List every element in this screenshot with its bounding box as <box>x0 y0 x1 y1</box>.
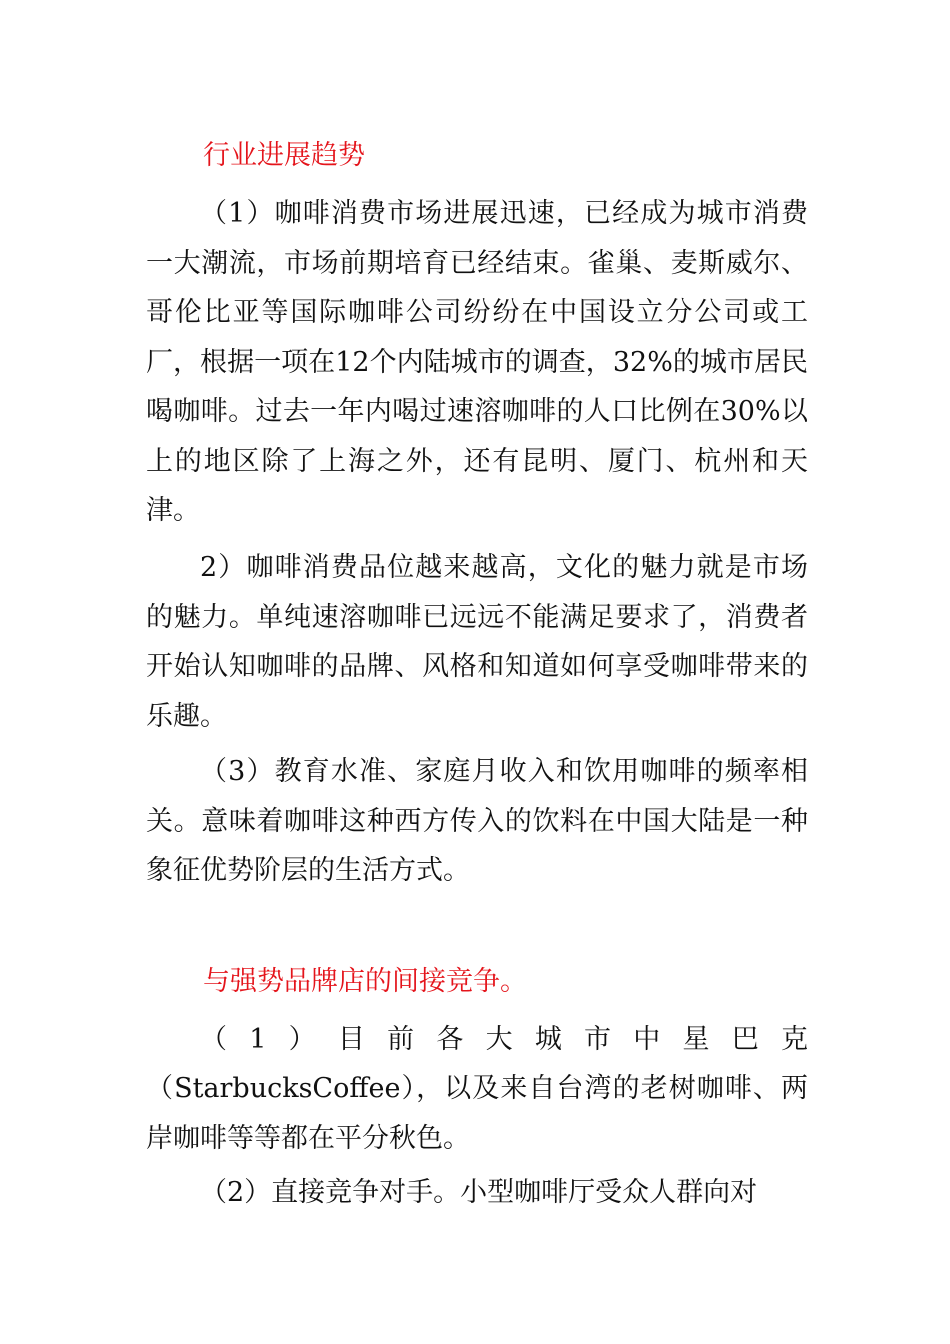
paragraph-trend-2: 2）咖啡消费品位越来越高，文化的魅力就是市场的魅力。单纯速溶咖啡已远远不能满足要求了，消费者开始认知咖啡的品牌、风格和知道如何享受咖啡带来的乐趣。 <box>146 552 808 732</box>
paragraph-competition-1-line1: （1）目前各大城市中星巴克 <box>200 1024 808 1055</box>
section-heading-competition: 与强势品牌店的间接竞争。 <box>203 966 527 997</box>
section-heading-industry-trends: 行业进展趋势 <box>203 140 365 171</box>
paragraph-competition-2: （2）直接竞争对手。小型咖啡厅受众人群向对 <box>200 1177 758 1208</box>
paragraph-trend-1: （1）咖啡消费市场进展迅速，已经成为城市消费一大潮流，市场前期培育已经结束。雀巢、麦斯威尔、哥伦比亚等国际咖啡公司纷纷在中国设立分公司或工厂，根据一项在12个内陆城市的调查，32%的城市居民喝咖啡。过去一年内喝过速溶咖啡的人口比例在30%以上的地区除了上海之外，还有昆明、厦门、杭州和天津。 <box>146 198 808 526</box>
paragraph-trend-3: （3）教育水准、家庭月收入和饮用咖啡的频率相关。意味着咖啡这种西方传入的饮料在中国大陆是一种象征优势阶层的生活方式。 <box>146 756 808 886</box>
paragraph-competition-1-rest: （StarbucksCoffee），以及来自台湾的老树咖啡、两岸咖啡等等都在平分秋色。 <box>146 1073 808 1154</box>
